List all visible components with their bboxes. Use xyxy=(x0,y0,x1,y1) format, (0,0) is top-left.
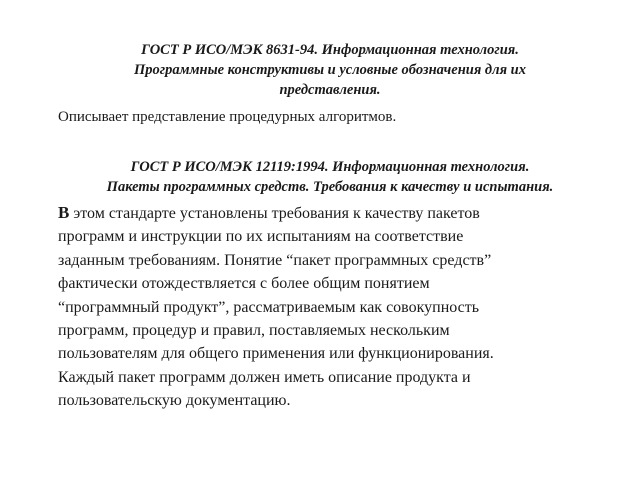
body-dropcap: В xyxy=(58,203,70,222)
title-line: ГОСТ Р ИСО/МЭК 12119:1994. Информационная технология. xyxy=(130,159,530,175)
body-line: программ, процедур и правил, поставляемых нескольким xyxy=(58,322,450,340)
title-line: ГОСТ Р ИСО/МЭК 8631-94. Информационная технология. xyxy=(141,42,519,58)
body-line xyxy=(58,201,578,225)
body-line: “программный продукт”, рассматриваемым как совокупность xyxy=(58,298,480,316)
body-line: Каждый пакет программ должен иметь описание продукта и xyxy=(58,368,471,386)
title-line: представления. xyxy=(279,82,381,98)
title-line: Программные конструктивы и условные обозначения для их xyxy=(134,62,526,78)
body-line: пользовательскую документацию. xyxy=(58,392,291,410)
body-line: программ и инструкции по их испытаниям на соответствие xyxy=(58,228,464,246)
standard-1-title xyxy=(70,40,590,100)
title-line: Пакеты программных средств. Требования к качеству и испытания. xyxy=(106,179,554,195)
body-line: заданным требованиям. Понятие “пакет программных средств” xyxy=(58,251,492,269)
body-line: фактически отождествляется с более общим понятием xyxy=(58,275,430,293)
standard-2-body xyxy=(58,201,578,413)
body-line-text: этом стандарте установлены требования к качеству пакетов xyxy=(69,205,480,222)
standard-1-description: Описывает представление процедурных алгоритмов. xyxy=(58,109,397,125)
standard-2-title xyxy=(44,157,616,197)
body-line: пользователям для общего применения или функционирования. xyxy=(58,345,494,363)
